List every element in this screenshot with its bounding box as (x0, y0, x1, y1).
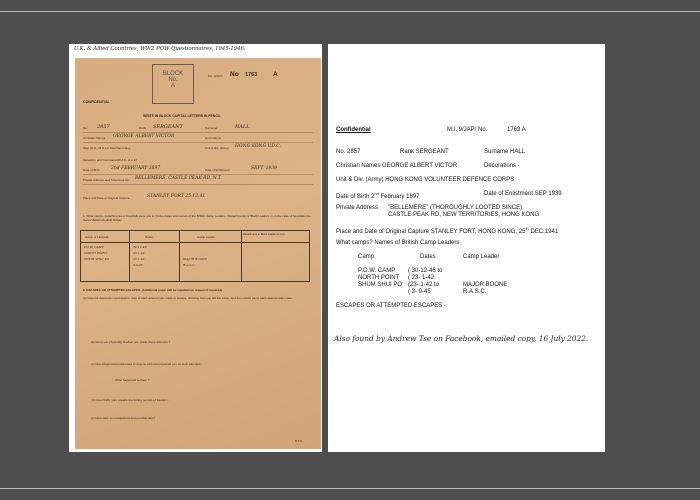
capture-value: STANLEY FORT, HONG KONG, 25 (430, 229, 526, 235)
sub-question-d: (d) Give briefly your experience during periods of freedom. (91, 398, 169, 402)
stamp-line3: A (170, 83, 175, 89)
dob-rest: February 1897 (380, 194, 420, 200)
th-detachment: Detachment or Block Leader (if any). (243, 233, 286, 236)
td-leader-2: R.A.S.C. (183, 263, 196, 267)
unit-division: Unit & Div. (Army) HONG KONG VOLUNTEER DEFENCE CORPS (336, 177, 515, 183)
rule-2 (83, 142, 313, 143)
td-leader-1: MAJOR BOONE (183, 257, 208, 261)
camp-row-4-leader: R.A.S.C. (463, 289, 487, 295)
private-address-label: Private Address (336, 205, 379, 211)
confidential-label: Confidential (336, 127, 371, 133)
lbl-rank: Rank (139, 126, 147, 130)
hw-dob: 2nd FEBRUARY 1897 (111, 166, 161, 171)
question-2: 2. ESCAPES OR ATTEMPTED ESCAPES. (Additional paper will be supplied on request if required). (83, 288, 224, 292)
td-camp-1: P.O.W. CAMP (84, 245, 104, 249)
stamp-line1: BLOCK (162, 71, 184, 77)
reference-label: M.I. 9/JAP/ No. (447, 127, 488, 133)
private-address-line2: CASTLE PEAK RD, NEW TERRITORIES, HONG KONG (388, 212, 540, 218)
dob-suffix: nd (374, 191, 379, 196)
hw-unit: HONG KONG V.D.C. (235, 144, 281, 149)
lbl-capture: Place and Date of Original Capture (83, 196, 130, 200)
td-date-1: 30-12-46 (133, 245, 147, 249)
lbl-ship: Ship (R.N., M.N.) or Merchant Navy (83, 146, 131, 150)
lbl-christian-names: Christian Names (83, 136, 106, 140)
camp-row-2-dates: ( 23- 1-42 (408, 275, 435, 281)
camp-row-3-camp: SHUM SHUI PO (358, 282, 403, 288)
original-questionnaire-scan (69, 44, 322, 452)
escapes-heading: ESCAPES OR ATTEMPTED ESCAPES - (336, 303, 446, 309)
lbl-unit: Unit & Div. (Army) (205, 146, 229, 150)
handwritten-note: Also found by Andrew Tse on Facebook, emailed copy, 16 July 2022. (334, 334, 589, 343)
scan-form-no-label: No (230, 71, 239, 78)
typed-transcription (328, 44, 605, 452)
th-leader: Camp Leader. (197, 235, 216, 239)
scan-confidential: CONFIDENTIAL (83, 100, 110, 104)
capture-suffix: th (525, 226, 529, 231)
bottom-rule (0, 488, 700, 489)
hw-rank: SERGEANT (153, 124, 183, 130)
lbl-enlistment: Date of Enlistment (205, 168, 230, 172)
hw-no: 2857 (97, 124, 110, 130)
hw-enlistment: SEPT. 1939 (251, 166, 278, 171)
scan-form-suffix: A (273, 71, 278, 78)
lbl-address: Private Address and Telephone No. (83, 178, 130, 182)
camp-row-2-camp: NORTH POINT (358, 275, 400, 281)
lbl-squadron: Squadron and Command (R.A.F., A.A.F.) (83, 158, 138, 162)
td-date-2: 23-1-42 (133, 251, 145, 255)
handwritten-archive-header: U.K. & Allied Countries, WW2 POW Questionnaires, 1945-1946. (74, 46, 246, 52)
hw-address: BELLEMERE, CASTLE PEAK RD, N.T. (135, 176, 222, 181)
rule-4 (83, 184, 313, 185)
question-2-detail: (a) Give full description and approx. date of each attempt you made to escape, showing how you left the camp, and from which camp each attempt was made. (83, 296, 293, 300)
sub-question-b: (b) Were you physically fit when you made these attempts ? (91, 340, 171, 344)
scan-instruction: WRITE IN BLOCK CAPITAL LETTERS IN PENCIL (143, 114, 221, 118)
dob-day: 2 (371, 194, 375, 200)
sub-question-c2: What happened to them ? (115, 378, 150, 382)
td-camp-3: SHUM SHUI PO (84, 257, 110, 261)
td-date-4: 3-9-45 (133, 263, 143, 267)
hw-capture: STANLEY FORT 25.12.41 (147, 194, 206, 199)
leader-header: Camp Leader (463, 254, 500, 260)
rule-3 (83, 174, 313, 175)
sub-question-e: (e) How were you recaptured and on what date? (91, 416, 156, 420)
capture-label: Place and Date of Original Capture (336, 229, 430, 235)
capture-year: DEC.1941 (530, 229, 559, 235)
block-stamp (152, 64, 194, 104)
td-camp-2: NORTH POINT (84, 251, 108, 255)
lbl-dob: Date of Birth (83, 168, 100, 172)
stamp-line2: No. (168, 77, 178, 83)
lbl-decorations: Decorations (205, 136, 222, 140)
top-rule (0, 11, 700, 12)
rule-1 (83, 132, 313, 133)
lbl-surname: Surname (205, 126, 218, 130)
date-of-enlistment: Date of Enlistment SEP 1939 (484, 191, 562, 197)
th-dates: Dates. (145, 235, 154, 239)
aged-paper (75, 58, 321, 449)
decorations: Decorations - (484, 163, 520, 169)
th-camp: Camp or Hospital. (85, 235, 110, 239)
reference-number: 1763 A (507, 127, 526, 133)
christian-names: Christian Names GEORGE ALBERT VICTOR (336, 163, 458, 169)
sub-question-c: (c) Give Regimental particulars of anyone who accompanied you on such attempts. (91, 362, 202, 366)
capture-place-date (336, 226, 558, 235)
lbl-no: No. (83, 126, 88, 130)
scan-footer: P.T.O. (295, 439, 303, 443)
date-of-birth (336, 191, 420, 200)
camp-row-1-camp: P.O.W. CAMP (358, 268, 396, 274)
camps-table (80, 230, 310, 282)
scan-form-number: 1763 (245, 72, 258, 78)
dob-label: Date of Birth (336, 194, 370, 200)
camps-question: What camps? Names of British Camp Leaders (336, 240, 460, 246)
camp-row-1-dates: ( 30-12-46 to (408, 268, 443, 274)
surname: Surname HALL (484, 149, 526, 155)
dates-header: Dates (420, 254, 436, 260)
camp-row-4-dates: ( 3- 9-45 (408, 289, 431, 295)
question-1: 1. What camps, detachments or hospitals were you in ? Give dates and names of the British Camp Leaders. (Detachments or Block Leaders or, in the case of hospitals, the Senior British Medical Officer. (83, 214, 311, 222)
hw-surname: HALL (235, 124, 250, 130)
td-date-3: 23-1-42 (133, 257, 145, 261)
hw-christian-names: GEORGE ALBERT VICTOR (113, 134, 175, 139)
scan-form-ref: M.I. 9/JAP/ (208, 74, 223, 78)
service-number: No. 2857 (336, 149, 361, 155)
camp-header: Camp (358, 254, 375, 260)
camp-row-3-leader: MAJOR BOONE (463, 282, 508, 288)
camp-row-3-dates: (23- 1-42 to (408, 282, 440, 288)
private-address-line1: "BELLEMERE" (THOROUGHLY LOOTED SINCE) (388, 205, 523, 211)
rank: Rank SERGEANT (400, 149, 449, 155)
